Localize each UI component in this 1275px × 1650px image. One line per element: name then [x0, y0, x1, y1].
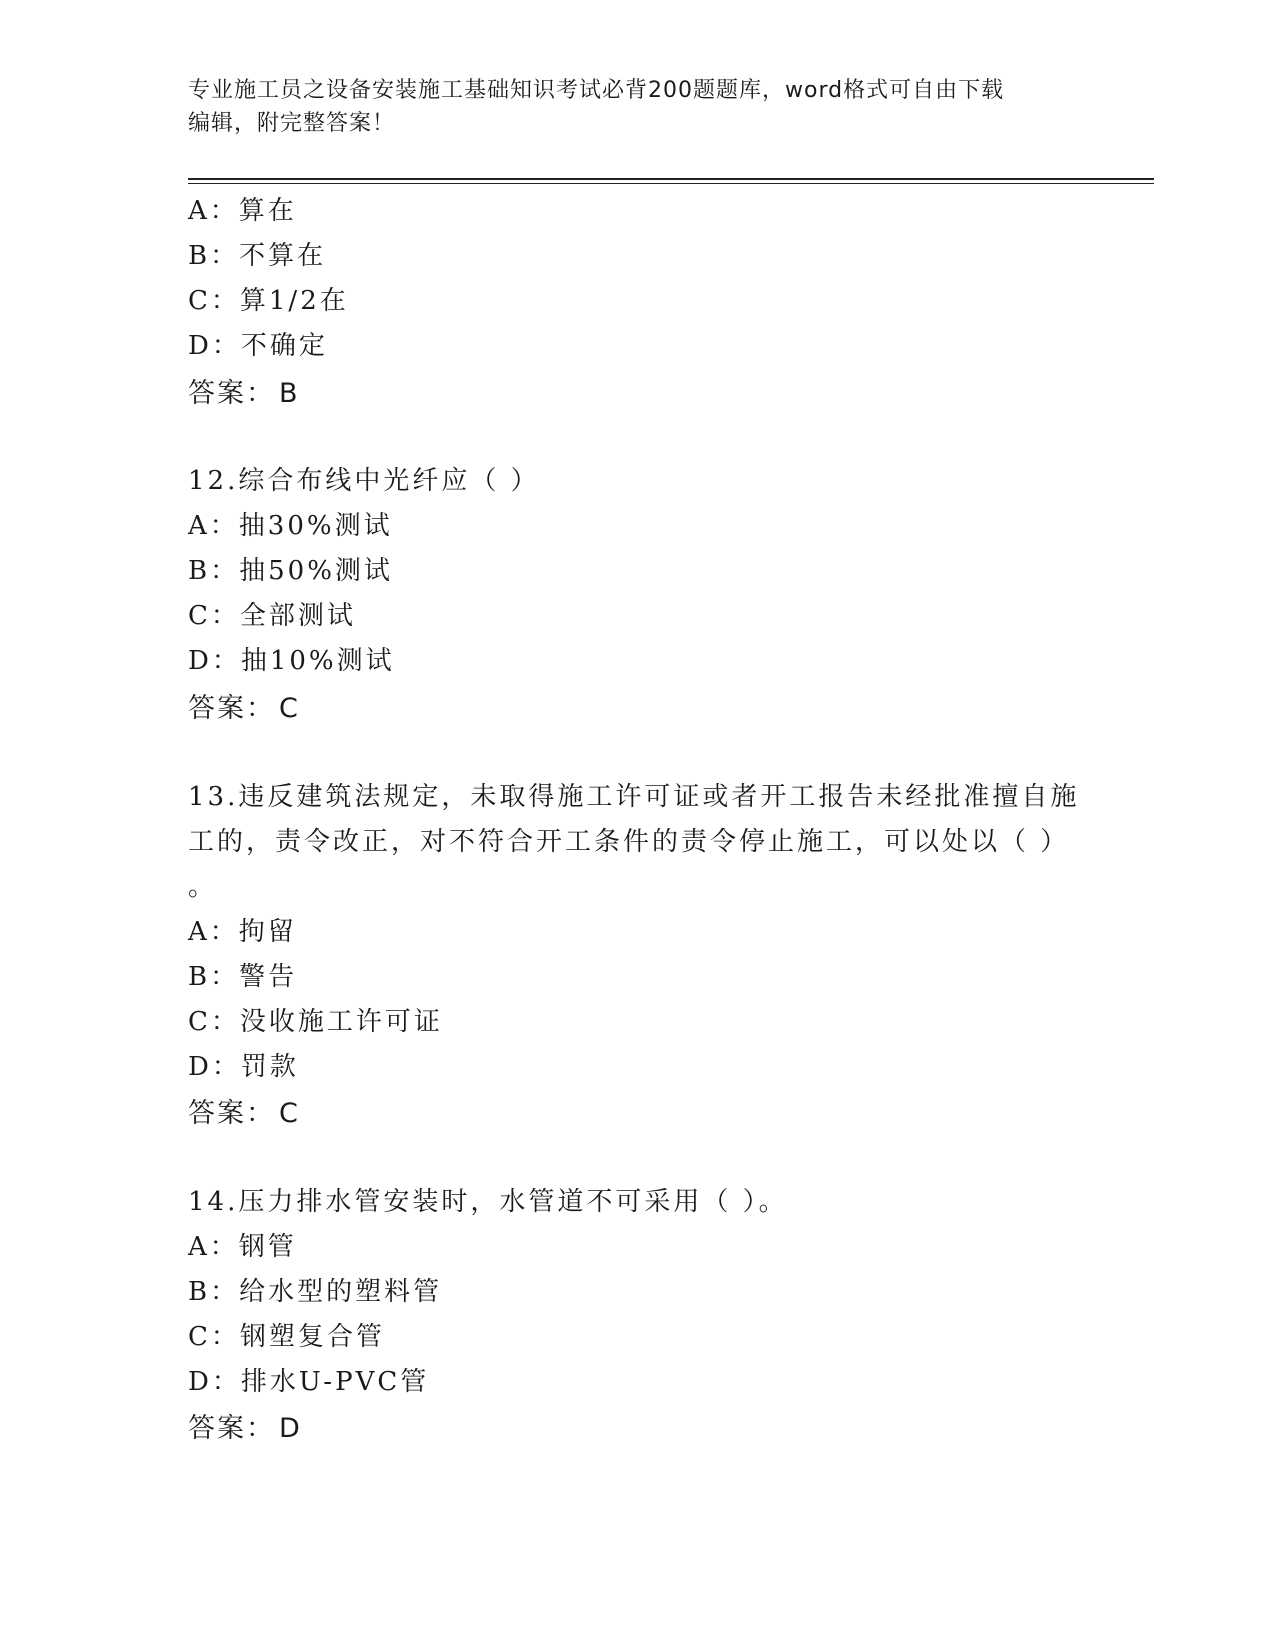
document-header	[188, 74, 1068, 140]
q12-option-a: A：抽30%测试	[188, 511, 393, 541]
q14-answer-value: D	[279, 1413, 301, 1444]
q13-answer-label: 答案：	[188, 1098, 275, 1129]
q11-answer-label: 答案：	[188, 378, 275, 409]
q14-stem: 14.压力排水管安装时，水管道不可采用（ ）。	[188, 1187, 788, 1217]
q11-option-a: A：算在	[188, 196, 297, 226]
q13-stem-line-1: 13.违反建筑法规定，未取得施工许可证或者开工报告未经批准擅自施	[188, 782, 1080, 812]
q14-answer-label: 答案：	[188, 1413, 275, 1444]
q12-option-b: B：抽50%测试	[188, 556, 393, 586]
q12-stem: 12.综合布线中光纤应（ ）	[188, 466, 540, 496]
q14-option-c: C：钢塑复合管	[188, 1322, 385, 1352]
q13-option-a: A：拘留	[188, 917, 297, 947]
q12-answer	[188, 686, 299, 725]
q13-option-c: C：没收施工许可证	[188, 1007, 443, 1037]
q14-option-d: D：排水U-PVC管	[188, 1367, 430, 1397]
q14-option-b: B：给水型的塑料管	[188, 1277, 443, 1307]
header-title-line-1: 专业施工员之设备安装施工基础知识考试必背200题题库，word格式可自由下载	[188, 78, 1005, 103]
q12-answer-label: 答案：	[188, 693, 275, 724]
q14-option-a: A：钢管	[188, 1232, 297, 1262]
header-divider-thick	[188, 178, 1154, 180]
q14-answer	[188, 1406, 301, 1445]
q11-option-b: B：不算在	[188, 241, 327, 271]
q13-option-d: D：罚款	[188, 1052, 299, 1082]
q12-option-c: C：全部测试	[188, 601, 356, 631]
q13-stem-line-3: 。	[188, 872, 218, 902]
q13-option-b: B：警告	[188, 962, 298, 992]
header-title-line-2: 编辑，附完整答案！	[188, 111, 396, 136]
q11-option-d: D：不确定	[188, 331, 328, 361]
q11-option-c: C：算1/2在	[188, 286, 349, 316]
q13-answer-value: C	[279, 1098, 299, 1129]
q11-answer-value: B	[279, 378, 299, 409]
q13-stem-line-2: 工的，责令改正，对不符合开工条件的责令停止施工，可以处以（ ）	[188, 827, 1070, 857]
q12-option-d: D：抽10%测试	[188, 646, 395, 676]
q11-answer	[188, 371, 299, 410]
q12-answer-value: C	[279, 693, 299, 724]
q13-answer	[188, 1091, 299, 1130]
header-divider-thin	[188, 183, 1154, 184]
